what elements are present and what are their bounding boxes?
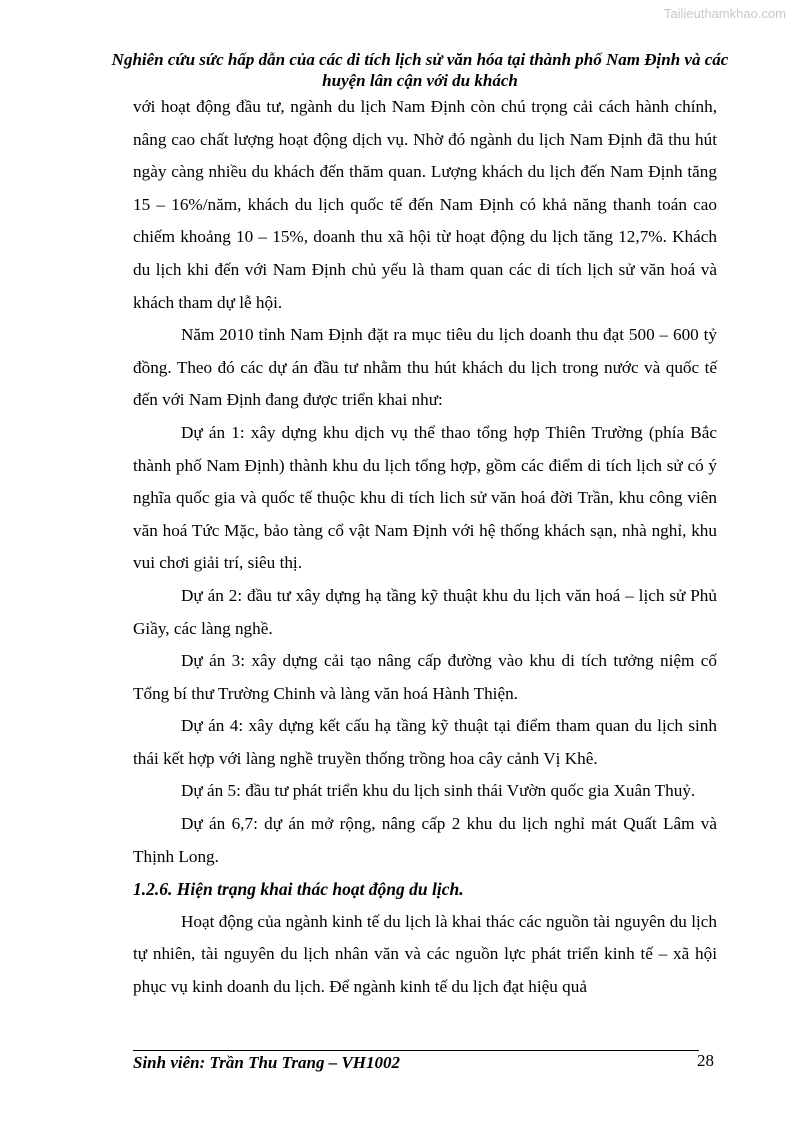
watermark: Tailieuthamkhao.com [663, 6, 786, 21]
paragraph-project-6-7: Dự án 6,7: dự án mở rộng, nâng cấp 2 khu du lịch nghỉ mát Quất Lâm và Thịnh Long. [133, 814, 717, 866]
paragraph-continuation: với hoạt động đầu tư, ngành du lịch Nam Định còn chú trọng cải cách hành chính, nâng cao chất lượng hoạt động dịch vụ. Nhờ đó ngành du lịch Nam Định đã thu hút ngày càng nhiều du khách đến thăm quan. Lượng khách du lịch đến Nam Định tăng 15 – 16%/năm, khách du lịch quốc tế đến Nam Định có khả năng thanh toán cao chiếm khoảng 10 – 15%, doanh thu xã hội từ hoạt động du lịch tăng 12,7%. Khách du lịch khi đến với Nam Định chủ yếu là tham quan các di tích lịch sử văn hoá và khách tham dự lễ hội. [133, 97, 717, 312]
paragraph-project-1: Dự án 1: xây dựng khu dịch vụ thể thao tổng hợp Thiên Trường (phía Bắc thành phố Nam Định) thành khu du lịch tổng hợp, gồm các điểm di tích lịch sử có ý nghĩa quốc gia và quốc tế thuộc khu di tích lich sử văn hoá đời Trần, khu công viên văn hoá Tức Mặc, bảo tàng cổ vật Nam Định với hệ thống khách sạn, nhà nghỉ, khu vui chơi giải trí, siêu thị. [133, 422, 717, 573]
paragraph-current-status: Hoạt động của ngành kinh tế du lịch là khai thác các nguồn tài nguyên du lịch tự nhiên, tài nguyên du lịch nhân văn và các nguồn lực phát triển kinh tế – xã hội phục vụ kinh doanh du lịch. Để ngành kinh tế du lịch đạt hiệu quả [133, 911, 717, 997]
section-heading: 1.2.6. Hiện trạng khai thác hoạt động du lịch. [133, 879, 464, 900]
page-body [133, 91, 717, 1004]
footer-divider [133, 1050, 699, 1051]
paragraph-project-5: Dự án 5: đầu tư phát triển khu du lịch sinh thái Vườn quốc gia Xuân Thuỷ. [181, 781, 696, 801]
paragraph-project-3: Dự án 3: xây dựng cải tạo nâng cấp đường vào khu di tích tưởng niệm cố Tổng bí thư Trường Chinh và làng văn hoá Hành Thiện. [133, 651, 717, 703]
running-header-title: Nghiên cứu sức hấp dẫn của các di tích lịch sử văn hóa tại thành phố Nam Định và các huyện lân cận với du khách [111, 50, 729, 90]
footer-author: Sinh viên: Trần Thu Trang – VH1002 [133, 1053, 401, 1072]
paragraph-target-2010: Năm 2010 tỉnh Nam Định đặt ra mục tiêu du lịch doanh thu đạt 500 – 600 tỷ đồng. Theo đó các dự án đầu tư nhằm thu hút khách du lịch trong nước và quốc tế đến với Nam Định đang được triển khai như: [133, 325, 717, 410]
paragraph-project-2: Dự án 2: đầu tư xây dựng hạ tầng kỹ thuật khu du lịch văn hoá – lịch sử Phủ Giầy, các làng nghề. [133, 585, 717, 638]
page-number: 28 [697, 1051, 714, 1070]
paragraph-project-4: Dự án 4: xây dựng kết cấu hạ tầng kỹ thuật tại điểm tham quan du lịch sinh thái kết hợp với làng nghề truyền thống trồng hoa cây cảnh Vị Khê. [133, 716, 717, 768]
